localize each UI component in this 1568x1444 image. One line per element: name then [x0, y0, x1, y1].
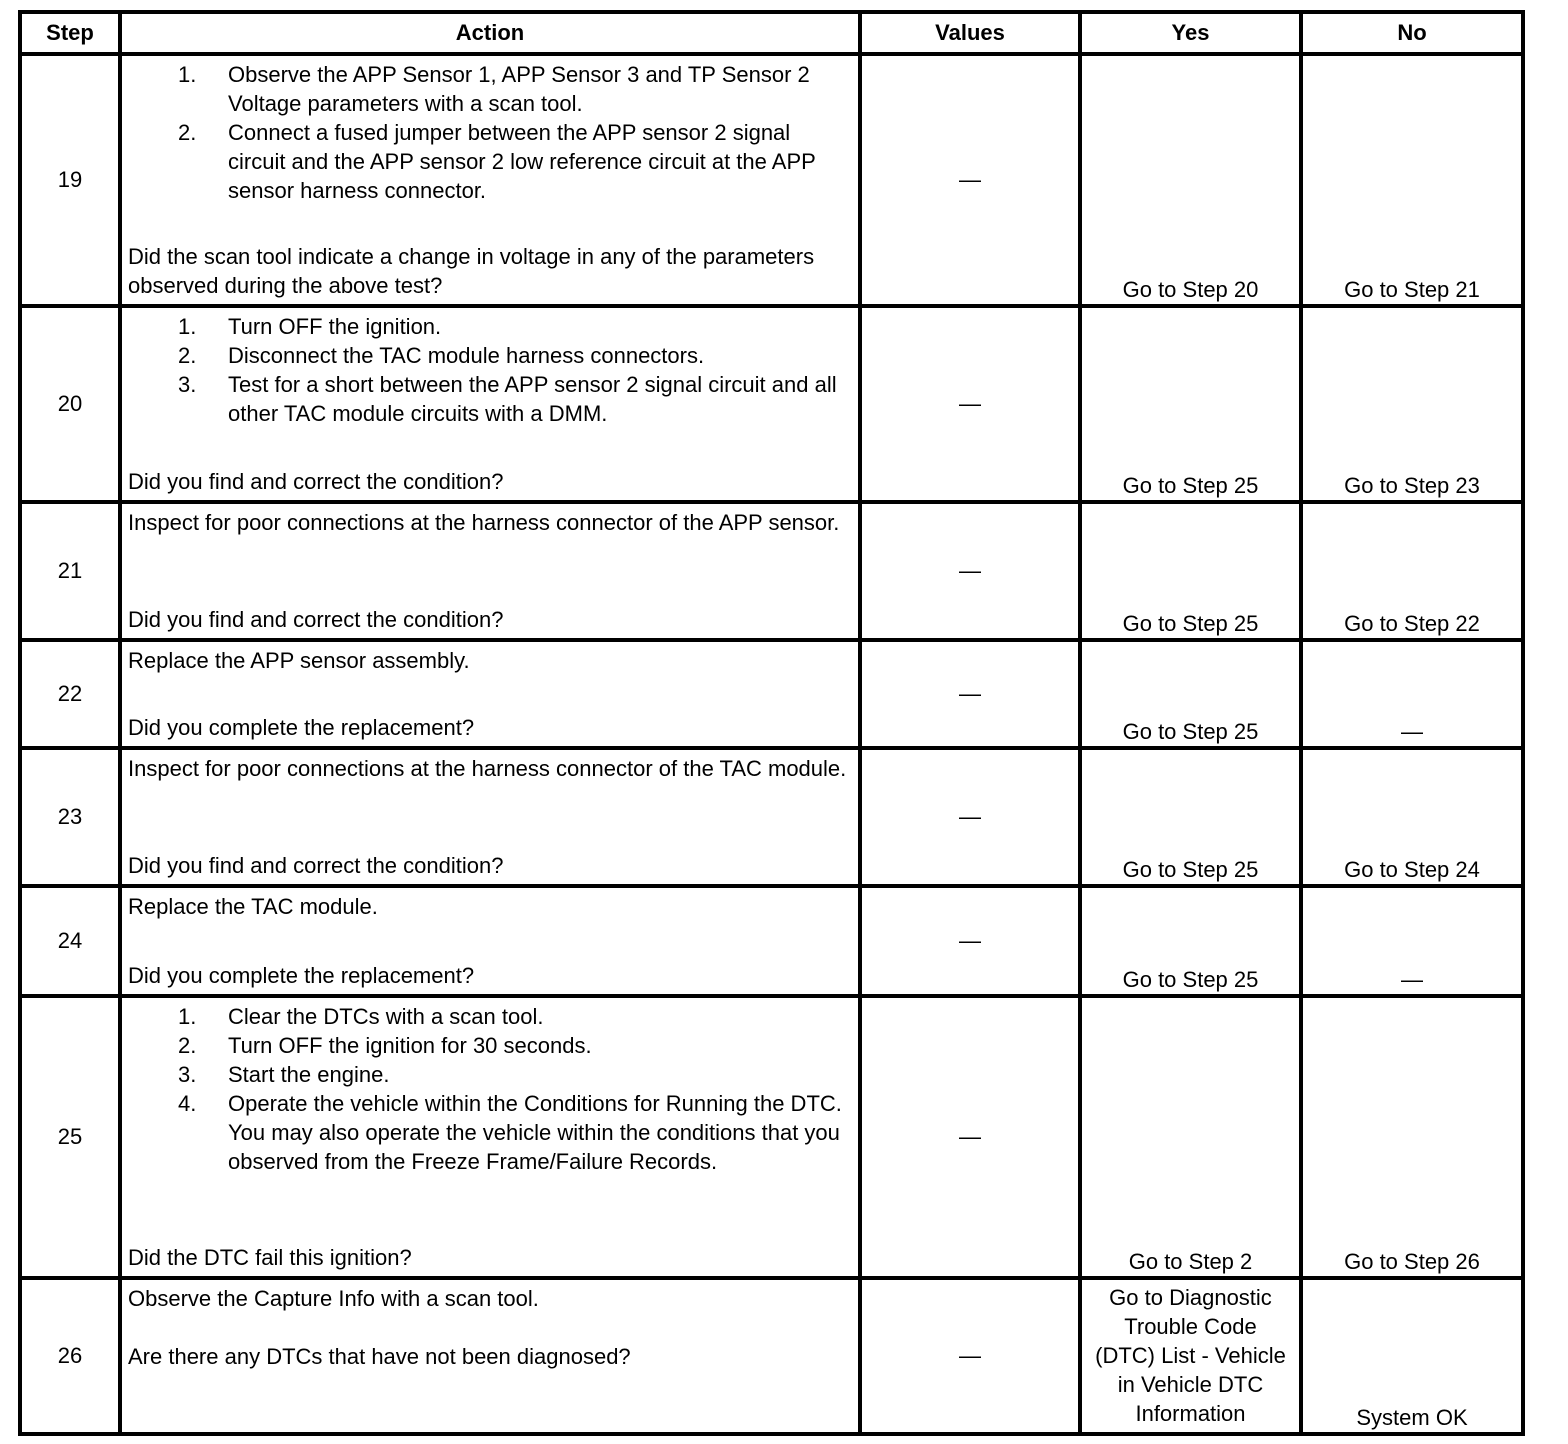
action-question: Did the scan tool indicate a change in voltage in any of the parameters observed during the above test? [128, 244, 815, 298]
step-number: 24 [20, 886, 120, 996]
table-row [20, 996, 1523, 1278]
table-row [20, 748, 1523, 886]
yes-cell: Go to Step 20 [1080, 54, 1301, 306]
yes-cell: Go to Step 25 [1080, 306, 1301, 502]
action-cell [120, 54, 860, 306]
no-cell: System OK [1301, 1278, 1523, 1434]
header-no: No [1301, 12, 1523, 54]
action-cell [120, 748, 860, 886]
list-item: 2. Turn OFF the ignition for 30 seconds. [178, 1033, 592, 1058]
header-yes: Yes [1080, 12, 1301, 54]
values-cell: — [860, 996, 1080, 1278]
table-row [20, 1278, 1523, 1434]
list-item: 2. Disconnect the TAC module harness connectors. [178, 343, 705, 368]
action-steps [128, 1002, 852, 1176]
table-row [20, 502, 1523, 640]
action-question: Did you complete the replacement? [128, 963, 475, 988]
action-question: Did you find and correct the condition? [128, 853, 504, 878]
yes-cell: Go to Step 25 [1080, 748, 1301, 886]
no-cell: Go to Step 22 [1301, 502, 1523, 640]
action-intro: Inspect for poor connections at the harness connector of the APP sensor. [128, 510, 840, 535]
table-row [20, 54, 1523, 306]
values-cell: — [860, 748, 1080, 886]
action-question: Did you complete the replacement? [128, 715, 475, 740]
step-number: 19 [20, 54, 120, 306]
action-cell [120, 886, 860, 996]
action-cell [120, 996, 860, 1278]
list-item: 2. Connect a fused jumper between the APP sensor 2 signal circuit and the APP sensor 2 low reference circuit at the APP sensor harness connector. [178, 120, 816, 203]
action-intro: Replace the APP sensor assembly. [128, 648, 470, 673]
action-intro: Replace the TAC module. [128, 894, 378, 919]
list-item: 1. Observe the APP Sensor 1, APP Sensor 3 and TP Sensor 2 Voltage parameters with a scan tool. [178, 62, 810, 116]
action-intro: Inspect for poor connections at the harness connector of the TAC module. [128, 756, 847, 781]
values-cell: — [860, 306, 1080, 502]
yes-cell[interactable]: Go to Diagnostic Trouble Code (DTC) List - Vehicle in Vehicle DTC Information [1080, 1278, 1301, 1434]
values-cell: — [860, 54, 1080, 306]
list-item: 3. Start the engine. [178, 1062, 390, 1087]
action-question: Did you find and correct the condition? [128, 469, 504, 494]
header-row [20, 12, 1523, 54]
no-cell: — [1301, 640, 1523, 748]
yes-cell: Go to Step 2 [1080, 996, 1301, 1278]
values-cell: — [860, 886, 1080, 996]
values-cell: — [860, 502, 1080, 640]
table-row [20, 306, 1523, 502]
header-step: Step [20, 12, 120, 54]
action-steps [128, 312, 852, 428]
step-number: 20 [20, 306, 120, 502]
yes-cell: Go to Step 25 [1080, 640, 1301, 748]
values-cell: — [860, 1278, 1080, 1434]
action-cell [120, 502, 860, 640]
action-cell [120, 640, 860, 748]
action-question: Are there any DTCs that have not been diagnosed? [128, 1344, 631, 1369]
action-steps [128, 60, 852, 205]
no-cell: — [1301, 886, 1523, 996]
list-item: 3. Test for a short between the APP sensor 2 signal circuit and all other TAC module circuits with a DMM. [178, 372, 837, 426]
list-item: 1. Clear the DTCs with a scan tool. [178, 1004, 544, 1029]
no-cell: Go to Step 26 [1301, 996, 1523, 1278]
step-number: 25 [20, 996, 120, 1278]
action-cell [120, 1278, 860, 1434]
step-number: 26 [20, 1278, 120, 1434]
step-number: 23 [20, 748, 120, 886]
step-number: 22 [20, 640, 120, 748]
table-row [20, 640, 1523, 748]
yes-cell: Go to Step 25 [1080, 886, 1301, 996]
header-values: Values [860, 12, 1080, 54]
values-cell: — [860, 640, 1080, 748]
no-cell: Go to Step 21 [1301, 54, 1523, 306]
action-cell [120, 306, 860, 502]
list-item: 1. Turn OFF the ignition. [178, 314, 442, 339]
action-question: Did you find and correct the condition? [128, 607, 504, 632]
yes-cell: Go to Step 25 [1080, 502, 1301, 640]
no-cell: Go to Step 23 [1301, 306, 1523, 502]
step-number: 21 [20, 502, 120, 640]
action-intro: Observe the Capture Info with a scan tool. [128, 1286, 539, 1311]
header-action: Action [120, 12, 860, 54]
table-row [20, 886, 1523, 996]
diagnostic-table [18, 10, 1525, 1436]
action-question: Did the DTC fail this ignition? [128, 1245, 412, 1270]
list-item: 4. Operate the vehicle within the Conditions for Running the DTC. You may also operate the vehicle within the conditions that you observed from the Freeze Frame/Failure Records. [178, 1091, 842, 1174]
no-cell: Go to Step 24 [1301, 748, 1523, 886]
